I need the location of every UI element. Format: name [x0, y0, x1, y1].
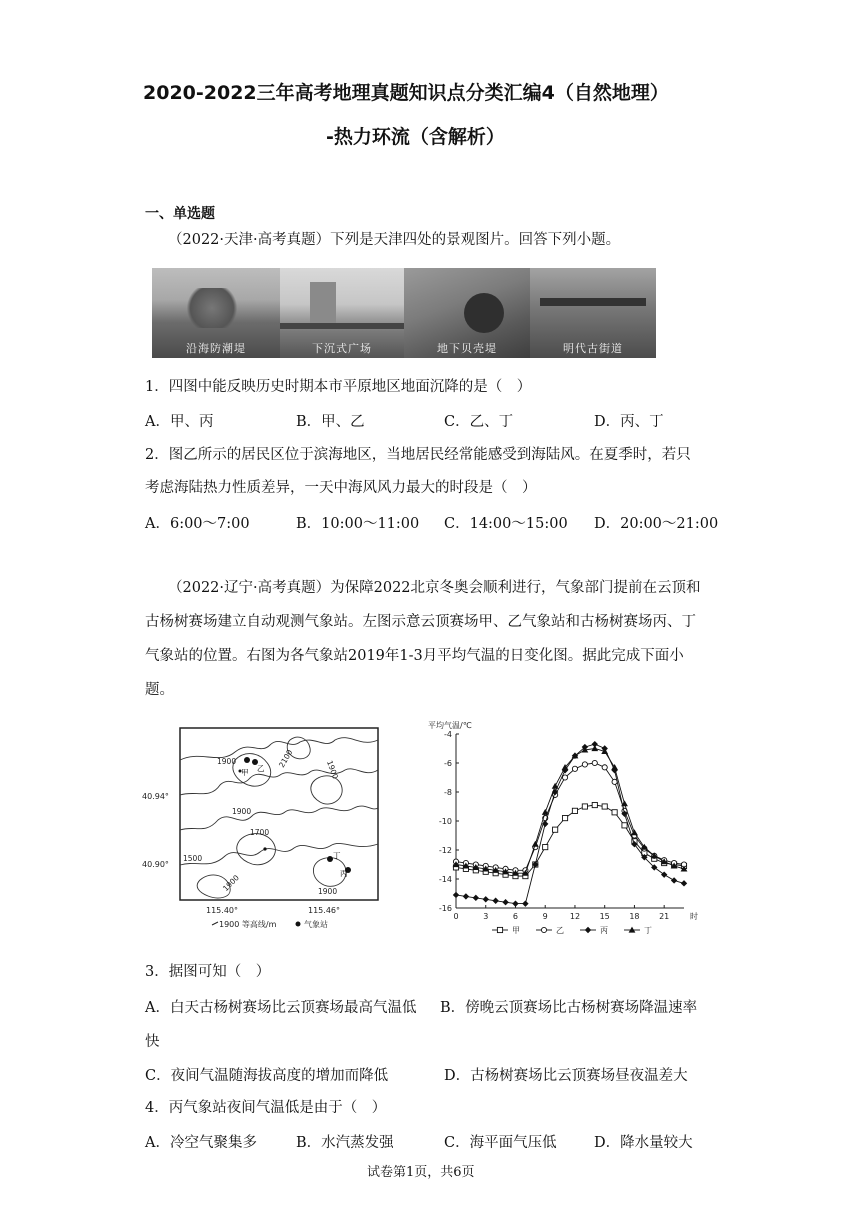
group2-intro-line4: 题。: [145, 682, 174, 698]
legend-marker: [585, 927, 591, 933]
q2-option-b[interactable]: B．10:00～11:00: [296, 516, 420, 532]
q3-option-c[interactable]: C．夜间气温随海拔高度的增加而降低: [145, 1068, 389, 1084]
series-2: [453, 760, 686, 873]
contour-label-5: 1700: [250, 828, 270, 837]
data-point: [562, 816, 567, 821]
map-lat-labels: [142, 792, 169, 869]
q4-stem: 4．丙气象站夜间气温低是由于（ ）: [145, 1100, 387, 1116]
data-point: [502, 899, 508, 905]
station-yi-label: 乙: [257, 764, 265, 773]
data-point: [463, 893, 469, 899]
q2-option-d[interactable]: D．20:00～21:00: [594, 516, 719, 532]
x-tick-label: 0: [453, 912, 459, 921]
contour-label-8: 1900: [318, 887, 338, 896]
series-4: [453, 745, 688, 876]
q1-option-a[interactable]: A．甲、丙: [145, 414, 214, 430]
x-tick-label: 15: [599, 912, 610, 921]
lon-label-1: 115.40°: [206, 906, 238, 915]
legend-label: 丙: [600, 926, 608, 935]
page-title-line2: -热力环流（含解析）: [326, 126, 505, 148]
series-3: [453, 741, 687, 907]
q3-option-b-wrap[interactable]: 快: [145, 1034, 160, 1050]
contour-label-4: 1900: [232, 807, 252, 816]
series-line: [456, 763, 684, 870]
data-point: [602, 765, 607, 770]
group1-intro: （2022·天津·高考真题）下列是天津四处的景观图片。回答下列小题。: [168, 232, 621, 248]
data-point: [492, 898, 498, 904]
data-point: [681, 880, 687, 886]
legend-label: 甲: [512, 926, 520, 935]
data-point: [483, 896, 489, 902]
contour-label-7: 1900: [221, 873, 241, 894]
photo-caption-2: 下沉式广场: [312, 342, 372, 355]
group2-intro-line1: （2022·辽宁·高考真题）为保障2022北京冬奥会顺利进行，气象部门提前在云顶和: [168, 580, 701, 596]
series-line: [456, 744, 684, 904]
data-point: [582, 804, 587, 809]
legend-station-label: 气象站: [304, 920, 328, 929]
data-point: [532, 841, 539, 847]
photo-shell-ridge: [404, 268, 530, 358]
q4-option-b[interactable]: B．水汽蒸发强: [296, 1135, 394, 1151]
legend-label: 丁: [644, 926, 652, 935]
data-point: [512, 900, 518, 906]
q3-stem: 3．据图可知（ ）: [145, 964, 271, 980]
q3-option-b[interactable]: B．傍晚云顶赛场比古杨树赛场降温速率: [440, 1000, 698, 1016]
y-tick-label: -14: [438, 875, 452, 884]
station-jia-label: 甲: [241, 768, 249, 777]
photo-sea-wall: [152, 268, 280, 358]
lat-label-2: 40.90°: [142, 860, 169, 869]
series-line: [456, 749, 684, 874]
data-point: [522, 900, 528, 906]
data-point: [453, 892, 459, 898]
data-point: [553, 827, 558, 832]
data-point: [572, 766, 577, 771]
contour-label-6: 1500: [183, 854, 203, 863]
legend-marker: [541, 927, 546, 932]
q2-option-a[interactable]: A．6:00～7:00: [145, 516, 250, 532]
q4-option-d[interactable]: D．降水量较大: [594, 1135, 693, 1151]
data-point: [562, 775, 567, 780]
contour-map: [140, 720, 400, 935]
contour-label-3: 1900: [324, 759, 340, 781]
data-point: [671, 877, 677, 883]
data-point: [473, 895, 479, 901]
q4-option-a[interactable]: A．冷空气聚集多: [145, 1135, 257, 1151]
q2-stem-line1: 2．图乙所示的居民区位于滨海地区，当地居民经常能感受到海陆风。在夏季时，若只: [145, 447, 691, 463]
photo-sunken-plaza: [280, 268, 404, 358]
photo-caption-1: 沿海防潮堤: [186, 342, 246, 355]
y-axis-title: 平均气温/℃: [428, 721, 472, 730]
data-point: [582, 762, 587, 767]
data-point: [622, 823, 627, 828]
x-tick-label: 12: [569, 912, 581, 921]
photo-ming-street: [530, 268, 656, 358]
station-ding-label: 丁: [333, 851, 341, 860]
q1-option-d[interactable]: D．丙、丁: [594, 414, 664, 430]
legend-contour-label: 1900 等高线/m: [219, 920, 277, 929]
group2-intro-line2: 古杨树赛场建立自动观测气象站。左图示意云顶赛场甲、乙气象站和古杨树赛场丙、丁: [145, 614, 696, 630]
y-tick-label: -4: [444, 730, 452, 739]
q3-option-a[interactable]: A．白天古杨树赛场比云顶赛场最高气温低: [145, 1000, 417, 1016]
legend-label: 乙: [556, 926, 564, 935]
photo-caption-4: 明代古街道: [563, 342, 623, 355]
contour-label-2: 2100: [277, 748, 295, 770]
page-title-line1: 2020-2022三年高考地理真题知识点分类汇编4（自然地理）: [143, 82, 669, 104]
data-point: [602, 804, 607, 809]
q2-stem-line2: 考虑海陆热力性质差异，一天中海风风力最大的时段是（ ）: [145, 480, 537, 496]
temperature-line-chart: [422, 718, 712, 940]
section-heading: 一、单选题: [145, 206, 215, 222]
y-tick-label: -6: [444, 759, 452, 768]
group2-intro-line3: 气象站的位置。右图为各气象站2019年1-3月平均气温的日变化图。据此完成下面小: [145, 648, 684, 664]
x-tick-label: 9: [542, 912, 548, 921]
x-tick-label: 18: [629, 912, 640, 921]
legend-marker: [497, 927, 502, 932]
q1-stem: 1．四图中能反映历史时期本市平原地区地面沉降的是（ ）: [145, 379, 532, 395]
photo-caption-3: 地下贝壳堤: [437, 342, 497, 355]
y-tick-label: -12: [438, 846, 452, 855]
data-point: [592, 760, 597, 765]
data-point: [543, 845, 548, 850]
lon-label-2: 115.46°: [308, 906, 340, 915]
x-tick-label: 6: [512, 912, 519, 921]
q3-option-d[interactable]: D．古杨树赛场比云顶赛场昼夜温差大: [444, 1068, 688, 1084]
x-tick-label: 21: [659, 912, 670, 921]
q1-option-b[interactable]: B．甲、乙: [296, 414, 365, 430]
data-point: [612, 810, 617, 815]
station-bing-label: 丙: [340, 869, 348, 878]
data-point: [592, 802, 597, 807]
data-point: [572, 808, 577, 813]
data-point: [542, 821, 548, 827]
y-tick-label: -8: [444, 788, 452, 797]
x-tick-label: 3: [483, 912, 489, 921]
y-tick-label: -10: [438, 817, 452, 826]
lat-label-1: 40.94°: [142, 792, 169, 801]
series-line: [456, 805, 684, 876]
x-axis-title: 时: [690, 912, 698, 921]
data-point: [591, 745, 598, 751]
q1-option-c[interactable]: C．乙、丁: [444, 414, 514, 430]
q4-option-c[interactable]: C．海平面气压低: [444, 1135, 557, 1151]
y-tick-label: -16: [438, 904, 452, 913]
page-footer: 试卷第1页，共6页: [367, 1165, 475, 1180]
contour-label-1: 1900: [217, 757, 237, 766]
q2-option-c[interactable]: C．14:00～15:00: [444, 516, 568, 532]
